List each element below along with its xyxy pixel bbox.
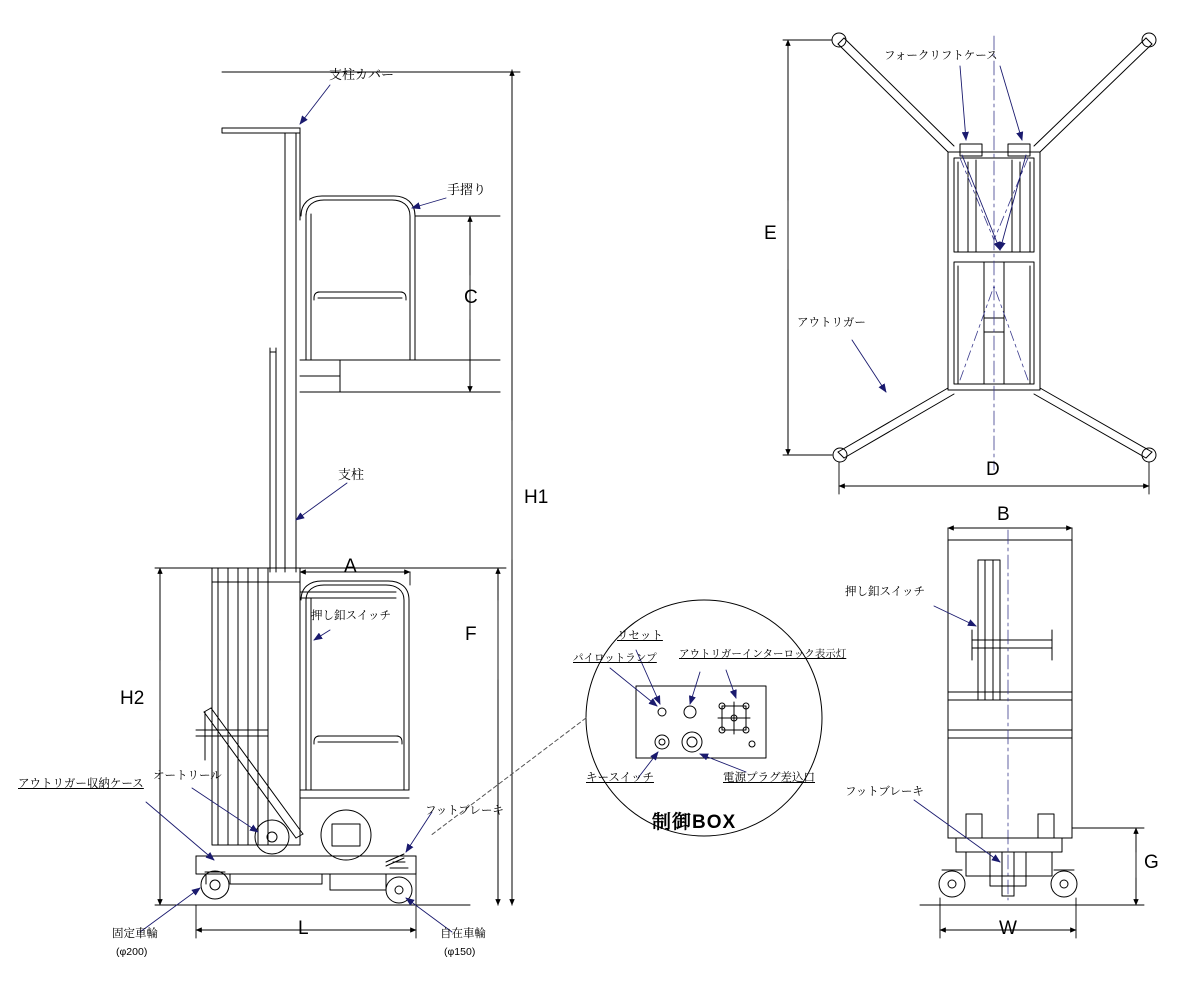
dim-E <box>783 40 832 455</box>
detail-leaders <box>610 650 746 778</box>
dim-label-A: A <box>344 556 357 577</box>
label-handrail: 手摺り <box>447 182 487 197</box>
label-outrigger: アウトリガー <box>797 317 866 329</box>
label-power-plug-socket: 電源プラグ差込口 <box>723 772 815 784</box>
label-caster-wheel-size: (φ150) <box>444 946 476 958</box>
front-chassis <box>948 814 1072 896</box>
detail-title: 制御BOX <box>652 812 737 833</box>
label-push-button-switch-side: 押し釦スイッチ <box>311 610 392 622</box>
dim-label-C: C <box>464 287 478 308</box>
label-outrigger-interlock-lamp: アウトリガーインターロック表示灯 <box>679 648 847 660</box>
label-mast-cover: 支柱カバー <box>329 67 395 82</box>
dim-label-L: L <box>298 918 309 939</box>
label-autoreel: オートリール <box>153 770 222 782</box>
dim-label-H1: H1 <box>524 487 549 508</box>
detail-panel <box>636 686 766 758</box>
side-control-box <box>321 810 371 860</box>
front-leaders <box>914 606 1000 862</box>
side-caster-wheel <box>386 862 412 903</box>
label-pilot-lamp: パイロットランプ <box>573 652 657 664</box>
label-foot-brake-front: フットブレーキ <box>845 786 924 798</box>
dim-C <box>415 216 500 392</box>
label-foot-brake-side: フットブレーキ <box>425 805 504 817</box>
side-body <box>212 568 300 845</box>
side-mast <box>270 348 276 572</box>
side-fixed-wheel <box>201 871 229 899</box>
label-forklift-case: フォークリフトケース <box>884 50 998 62</box>
plan-leaders <box>852 66 1026 392</box>
label-fixed-wheel: 固定車輪 <box>112 928 158 940</box>
dim-label-B: B <box>997 504 1010 525</box>
front-body <box>948 540 1072 838</box>
side-autoreel <box>255 820 289 854</box>
label-key-switch: キースイッチ <box>586 772 654 784</box>
dim-label-G: G <box>1144 852 1159 873</box>
dim-label-H2: H2 <box>120 688 145 709</box>
label-mast: 支柱 <box>338 467 365 482</box>
side-mast-cover <box>222 128 300 480</box>
dim-G <box>1072 828 1144 905</box>
dim-B <box>948 528 1072 545</box>
dim-label-D: D <box>986 459 1000 480</box>
label-caster-wheel: 自在車輪 <box>440 928 486 940</box>
label-push-button-switch-front: 押し釦スイッチ <box>845 586 926 598</box>
detail-pointer <box>430 718 586 836</box>
plan-forklift-case <box>960 144 1030 156</box>
label-reset: リセット <box>617 630 663 642</box>
dim-label-E: E <box>764 223 777 244</box>
label-fixed-wheel-size: (φ200) <box>116 946 148 958</box>
dim-label-W: W <box>999 918 1017 939</box>
dim-label-F: F <box>465 624 477 645</box>
label-outrigger-storage-case: アウトリガー収納ケース <box>18 778 144 790</box>
